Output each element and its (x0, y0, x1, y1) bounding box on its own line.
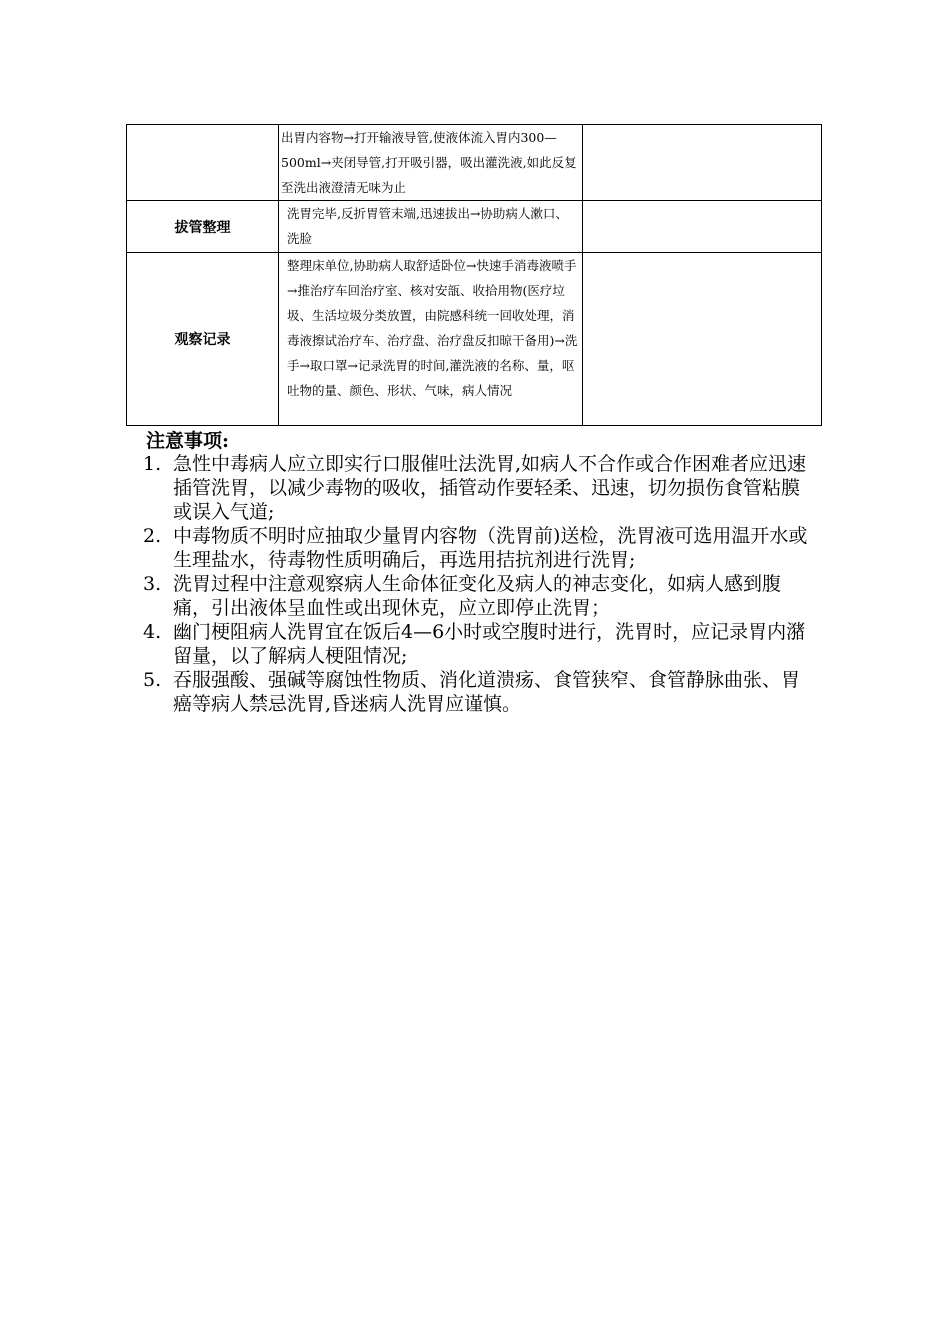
list-item (143, 620, 811, 668)
list-item (143, 524, 811, 572)
list-text: 幽门梗阻病人洗胃宜在饭后4—6小时或空腹时进行，洗胃时，应记录胃内潴留量，以了解病人梗阻情况; (173, 621, 806, 667)
step-cell: 拔管整理 (127, 201, 279, 253)
note-cell (583, 201, 822, 253)
list-item (143, 668, 811, 716)
content-cell: 洗胃完毕,反折胃管末端,迅速拔出→协助病人漱口、洗脸 (279, 201, 583, 253)
notes-title: 注意事项: (146, 430, 230, 452)
notes-list (143, 452, 811, 716)
procedure-table (126, 124, 822, 426)
list-number: 3. (143, 573, 162, 595)
table-row (127, 253, 822, 426)
step-cell (127, 125, 279, 201)
list-item (143, 572, 811, 620)
content-cell: 整理床单位,协助病人取舒适卧位→快速手消毒液喷手→推治疗车回治疗室、核对安瓿、收拾用物(医疗垃圾、生活垃圾分类放置，由院感科统一回收处理，消毒液擦试治疗车、治疗盘、治疗盘反扣晾干备用)→洗手→取口罩→记录洗胃的时间,灌洗液的名称、量，呕吐物的量、颜色、形状、气味，病人情况 (279, 253, 583, 426)
table-row (127, 125, 822, 201)
note-cell (583, 125, 822, 201)
list-text: 急性中毒病人应立即实行口服催吐法洗胃,如病人不合作或合作困难者应迅速插管洗胃，以减少毒物的吸收，插管动作要轻柔、迅速，切勿损伤食管粘膜或误入气道; (173, 453, 807, 523)
list-text: 中毒物质不明时应抽取少量胃内容物（洗胃前)送检，洗胃液可选用温开水或生理盐水，待毒物性质明确后，再选用拮抗剂进行洗胃; (173, 525, 808, 571)
list-text: 吞服强酸、强碱等腐蚀性物质、消化道溃疡、食管狭窄、食管静脉曲张、胃癌等病人禁忌洗胃,昏迷病人洗胃应谨慎。 (173, 669, 801, 715)
table-row (127, 201, 822, 253)
list-number: 4. (143, 621, 162, 643)
list-item (143, 452, 811, 524)
content-cell: 出胃内容物→打开输液导管,使液体流入胃内300—500ml→夹闭导管,打开吸引器，吸出灌洗液,如此反复至洗出液澄清无味为止 (279, 125, 583, 201)
list-number: 2. (143, 525, 162, 547)
list-text: 洗胃过程中注意观察病人生命体征变化及病人的神志变化，如病人感到腹痛，引出液体呈血性或出现休克，应立即停止洗胃； (173, 573, 782, 619)
note-cell (583, 253, 822, 426)
list-number: 5. (143, 669, 162, 691)
step-cell: 观察记录 (127, 253, 279, 426)
list-number: 1. (143, 453, 162, 475)
